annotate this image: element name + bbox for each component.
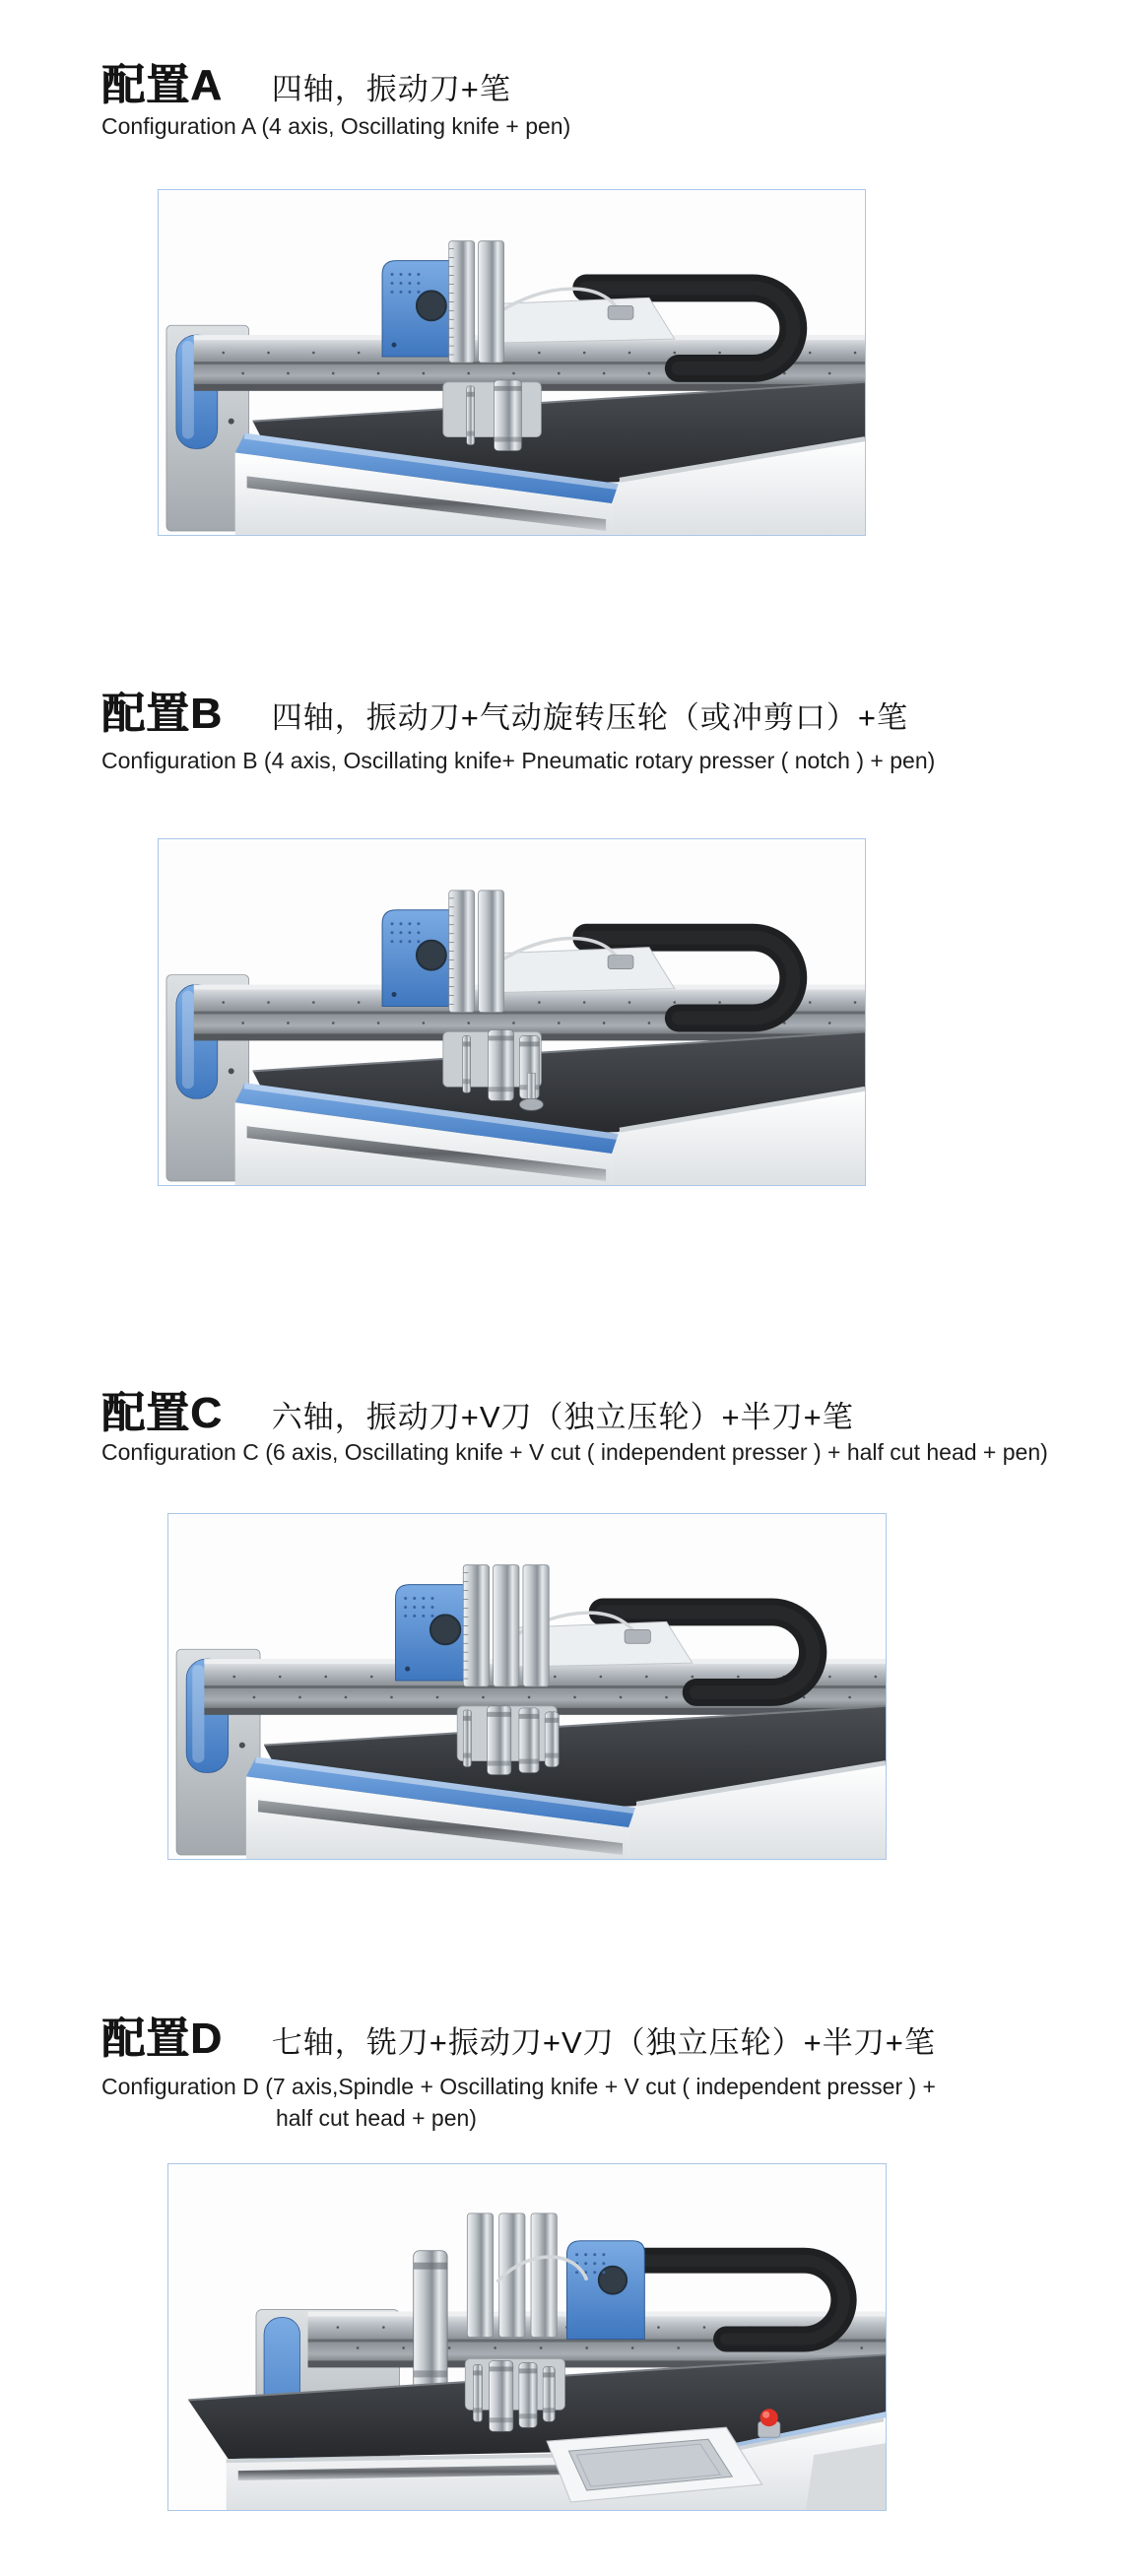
- machine-illustration: [168, 2164, 886, 2510]
- machine-illustration: [168, 1514, 886, 1859]
- config-b-photo: [158, 838, 866, 1186]
- config-d-badge: 配置D: [101, 2015, 223, 2063]
- config-c-badge: 配置C: [101, 1389, 223, 1437]
- config-a-subtitle-en: Configuration A (4 axis, Oscillating knife + pen): [101, 113, 571, 139]
- machine-illustration: [159, 839, 865, 1185]
- config-c-photo: [167, 1513, 887, 1860]
- config-d-title-zh: 七轴，铣刀+振动刀+V刀（独立压轮）+半刀+笔: [271, 2025, 936, 2060]
- config-b-title-zh: 四轴，振动刀+气动旋转压轮（或冲剪口）+笔: [271, 700, 908, 735]
- config-a-title-zh: 四轴，振动刀+笔: [271, 72, 511, 106]
- config-a-photo: [158, 189, 866, 536]
- machine-illustration: [159, 190, 865, 535]
- config-a-heading: [101, 49, 511, 112]
- config-d-subtitle-line2: half cut head + pen): [276, 2105, 477, 2131]
- config-d-heading: [101, 2003, 936, 2066]
- config-c-title-zh: 六轴，振动刀+V刀（独立压轮）+半刀+笔: [271, 1400, 854, 1434]
- config-c-subtitle-en: Configuration C (6 axis, Oscillating knife + V cut ( independent presser ) + half cut head + pen): [101, 1439, 1048, 1465]
- config-c-heading: [101, 1377, 854, 1440]
- config-d-photo: [167, 2163, 887, 2511]
- config-b-badge: 配置B: [101, 690, 223, 738]
- config-b-heading: [101, 678, 908, 741]
- config-d-subtitle-en: [101, 2071, 936, 2134]
- config-b-subtitle-en: Configuration B (4 axis, Oscillating knife+ Pneumatic rotary presser ( notch ) + pen): [101, 748, 936, 773]
- config-a-badge: 配置A: [101, 61, 223, 109]
- config-d-subtitle-line1: Configuration D (7 axis,Spindle + Oscillating knife + V cut ( independent presser ) +: [101, 2074, 936, 2099]
